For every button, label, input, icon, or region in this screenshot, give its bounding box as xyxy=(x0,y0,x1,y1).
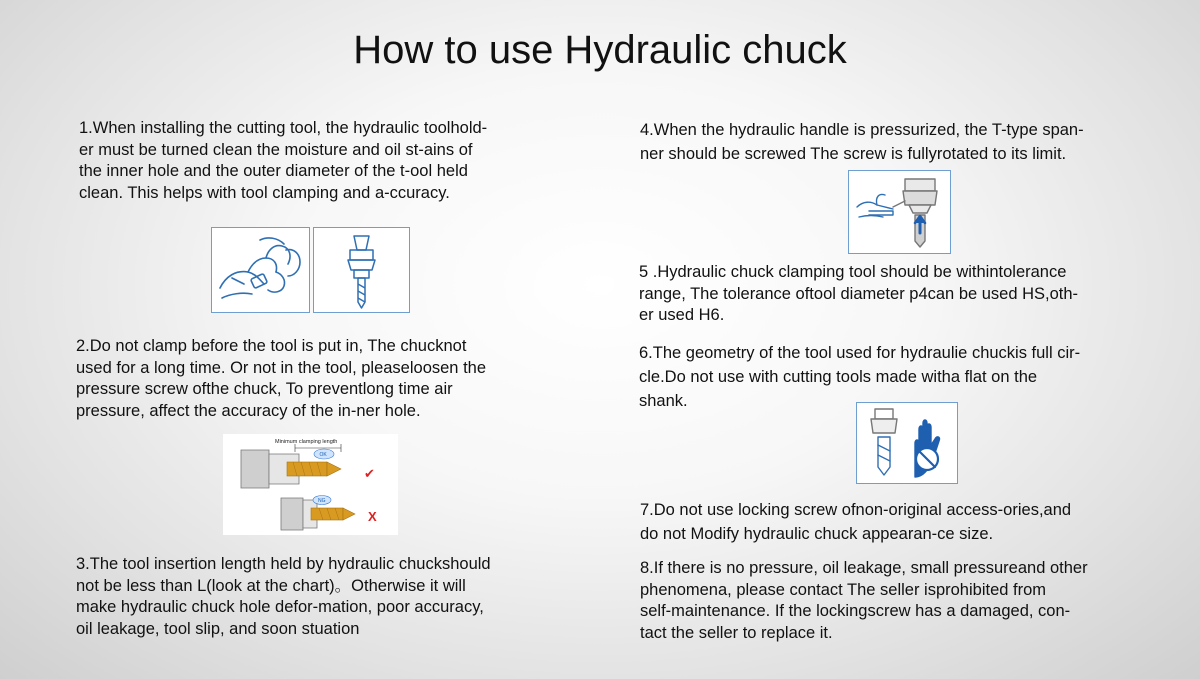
page-title: How to use Hydraulic chuck xyxy=(353,28,847,72)
clamping-caption: Minimum clamping length xyxy=(275,439,338,445)
t-spanner-illustration xyxy=(848,170,951,254)
minimum-clamping-length-diagram xyxy=(223,434,398,535)
step-4-text: 4.When the hydraulic handle is pressurized, the T-type span- ner should be screwed The screw is fullyrotated to its limit. xyxy=(640,121,1084,163)
ok-check-mark: ✔ xyxy=(364,467,375,482)
step-3-text: 3.The tool insertion length held by hydraulic chuckshould not be less than L(look at the chart)。Otherwise it will make hydraulic chuck hole defor-mation, poor accuracy, oil leakage, tool slip, and soon stuation xyxy=(76,555,491,638)
wipe-tool-illustration xyxy=(211,227,310,313)
step-5-text: 5 .Hydraulic chuck clamping tool should be withintolerance range, The tolerance oftool diameter p4can be used HS,oth- er used H6. xyxy=(639,263,1079,324)
step-6-text: 6.The geometry of the tool used for hydraulie chuckis full cir- cle.Do not use with cutting tools made witha flat on the shank. xyxy=(639,344,1081,410)
no-flat-shank-illustration xyxy=(856,402,958,484)
ok-label: OK xyxy=(319,452,327,458)
step-7-text: 7.Do not use locking screw ofnon-original access-ories,and do not Modify hydraulic chuck appearan-ce size. xyxy=(640,501,1072,543)
ng-cross-mark: X xyxy=(368,509,377,524)
chuck-inner-hole-illustration xyxy=(313,227,410,313)
step-1-text: 1.When installing the cutting tool, the hydraulic toolhold- er must be turned clean the moisture and oil st-ains of the inner hole and the outer diameter of the t-ool held clean. This helps with tool clamping and a-ccuracy. xyxy=(79,119,488,202)
step-8-text: 8.If there is no pressure, oil leakage, small pressureand other phenomena, please contact The seller isprohibited from self-maintenance. If the lockingscrew has a damaged, con- tact the seller to replace it. xyxy=(640,559,1088,642)
ng-label: NG xyxy=(318,498,326,504)
step-2-text: 2.Do not clamp before the tool is put in, The chucknot used for a long time. Or not in the tool, pleaseloosen the pressure screw ofthe chuck, To preventlong time air pressure, affect the accuracy of the in-ner hole. xyxy=(76,337,487,420)
